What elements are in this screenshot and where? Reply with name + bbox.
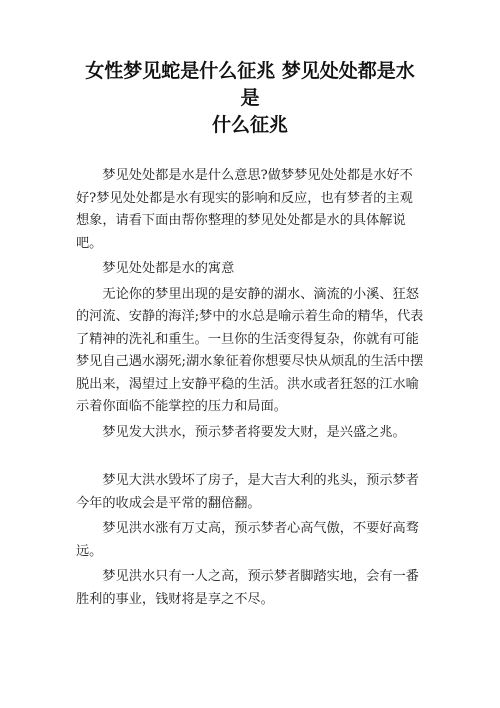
paragraph-flood-house: 梦见大洪水毁坏了房子，是大吉大利的兆头，预示梦者今年的收成会是平常的翻倍翻。 [76,473,419,511]
title-line-1: 女性梦见蛇是什么征兆 梦见处处都是水是 [85,60,415,109]
paragraph-flood-person-height: 梦见洪水只有一人之高，预示梦者脚踏实地，会有一番胜利的事业，钱财将是享之不尽。 [76,569,419,607]
title-line-2: 什么征兆 [211,114,288,136]
paragraph-intro: 梦见处处都是水是什么意思?做梦梦见处处都是水好不好?梦见处处都是水有现实的影响和反应，也有梦者的主观想象，请看下面由帮你整理的梦见处处都是水的具体解说吧。 [76,168,413,251]
document-title [76,0,424,139]
paragraph-flood-wealth: 梦见发大洪水，预示梦者将要发大财，是兴盛之兆。 [102,424,406,440]
paragraph-flood-high: 梦见洪水涨有万丈高，预示梦者心高气傲，不要好高骛远。 [76,521,419,559]
paragraph-meaning: 无论你的梦里出现的是安静的湖水、滴流的小溪、狂怒的河流、安静的海洋;梦中的水总是喻示着生命的精华，代表了精神的洗礼和重生。一旦你的生活变得复杂，你就有可能梦见自己遇水溺死;湖水象征着你想要尽快从烦乱的生活中摆脱出来，渴望过上安静平稳的生活。洪水或者狂怒的江水喻示着你面临不能掌控的压力和局面。 [76,286,424,414]
document-body [76,165,424,611]
section-heading: 梦见处处都是水的寓意 [102,261,235,276]
